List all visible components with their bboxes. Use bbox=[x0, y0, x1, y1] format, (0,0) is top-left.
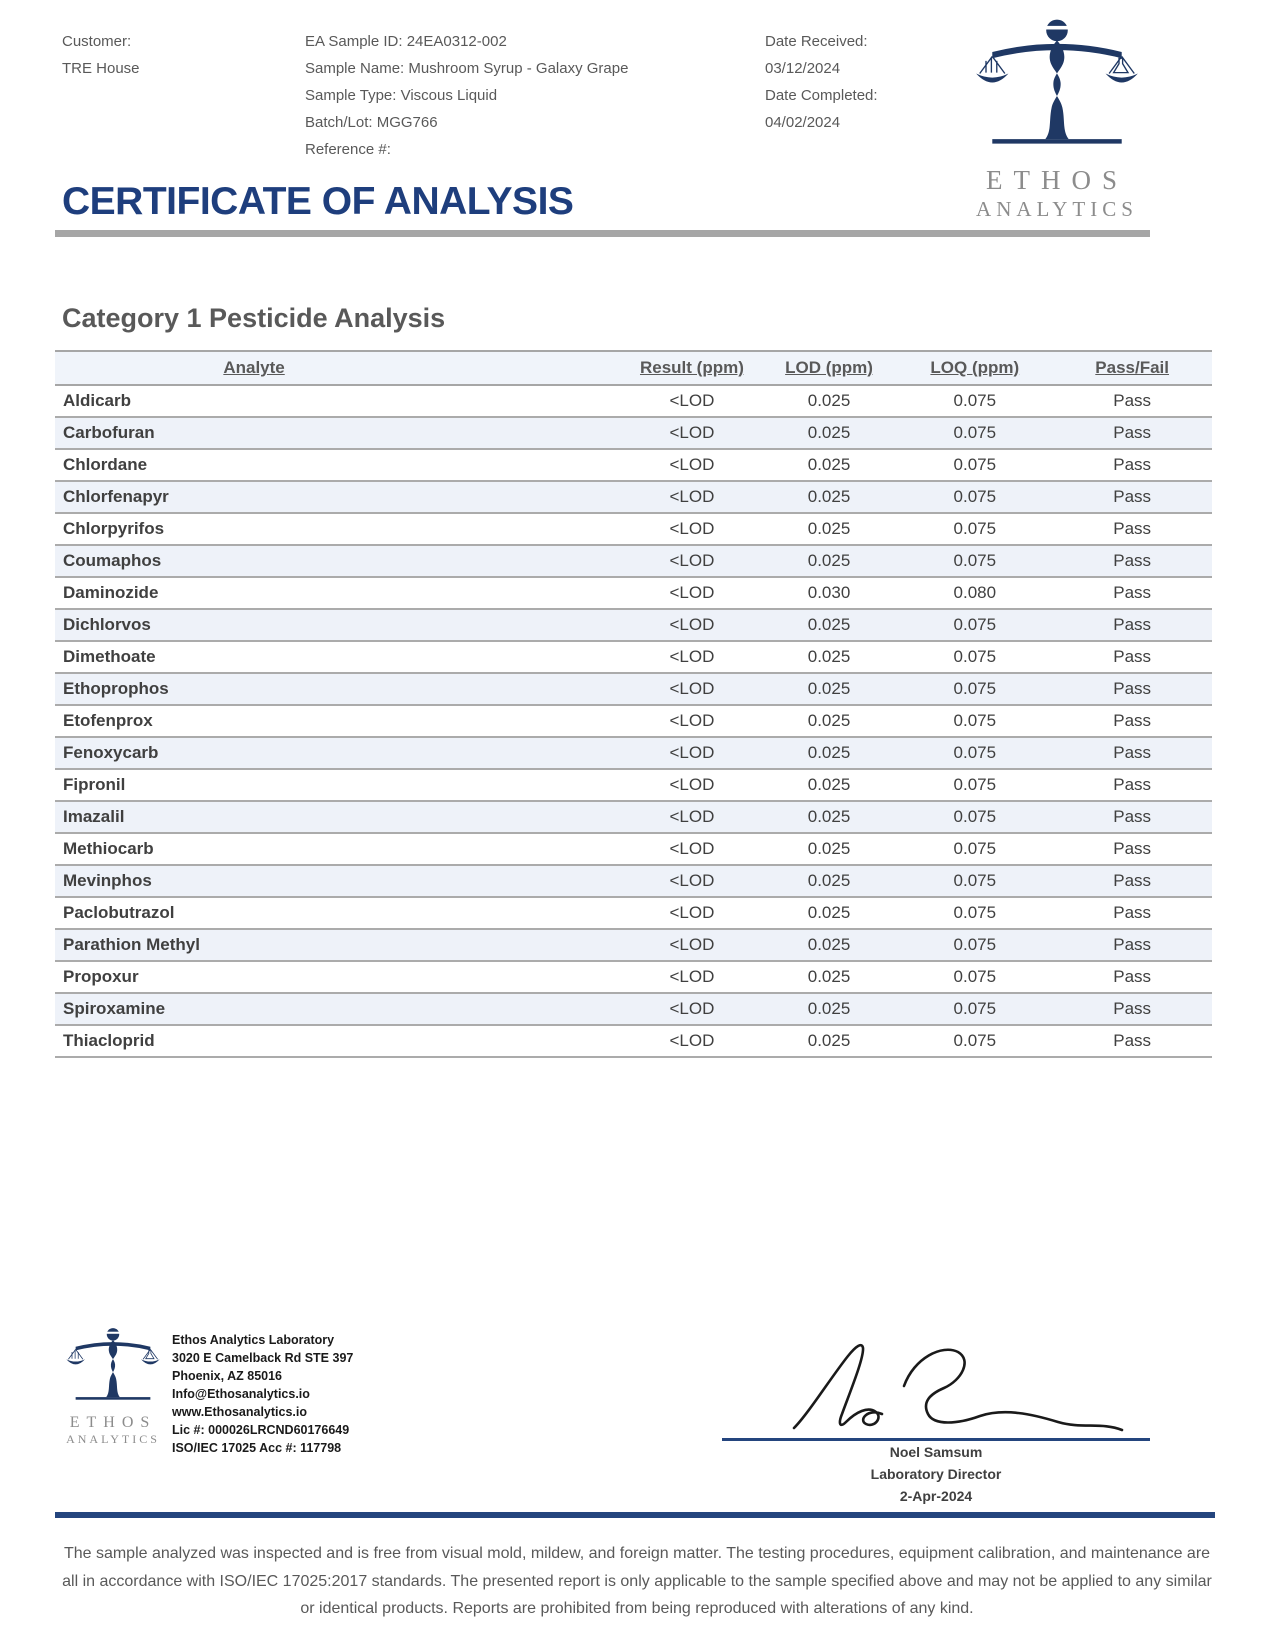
cell-loq: 0.075 bbox=[897, 993, 1052, 1025]
cell-result: <LOD bbox=[623, 1025, 761, 1057]
cell-result: <LOD bbox=[623, 577, 761, 609]
lab-name: Ethos Analytics Laboratory bbox=[172, 1333, 335, 1347]
cell-passfail: Pass bbox=[1052, 417, 1212, 449]
cell-result: <LOD bbox=[623, 449, 761, 481]
cell-lod: 0.030 bbox=[761, 577, 898, 609]
cell-loq: 0.075 bbox=[897, 481, 1052, 513]
lab-email: Info@Ethosanalytics.io bbox=[172, 1387, 310, 1401]
table-row bbox=[55, 1025, 1212, 1057]
pesticide-table-body bbox=[55, 385, 1212, 1057]
table-row bbox=[55, 417, 1212, 449]
table-row bbox=[55, 865, 1212, 897]
logo-text-analytics: ANALYTICS bbox=[976, 197, 1138, 221]
cell-lod: 0.025 bbox=[761, 385, 898, 417]
cell-result: <LOD bbox=[623, 961, 761, 993]
cell-lod: 0.025 bbox=[761, 801, 898, 833]
title-underline-rule bbox=[55, 230, 1150, 237]
cell-lod: 0.025 bbox=[761, 833, 898, 865]
cell-lod: 0.025 bbox=[761, 417, 898, 449]
cell-analyte: Thiacloprid bbox=[55, 1025, 623, 1057]
lab-city: Phoenix, AZ 85016 bbox=[172, 1369, 282, 1383]
column-header-lod: LOD (ppm) bbox=[761, 351, 898, 385]
lady-justice-scales-icon bbox=[967, 16, 1147, 158]
table-row bbox=[55, 737, 1212, 769]
cell-passfail: Pass bbox=[1052, 609, 1212, 641]
cell-loq: 0.075 bbox=[897, 449, 1052, 481]
cell-lod: 0.025 bbox=[761, 1025, 898, 1057]
lady-justice-scales-icon bbox=[61, 1326, 165, 1408]
cell-result: <LOD bbox=[623, 801, 761, 833]
signer-title: Laboratory Director bbox=[870, 1466, 1002, 1482]
lab-license: Lic #: 000026LRCND60176649 bbox=[172, 1423, 350, 1437]
column-header-passfail: Pass/Fail bbox=[1052, 351, 1212, 385]
cell-result: <LOD bbox=[623, 897, 761, 929]
cell-passfail: Pass bbox=[1052, 865, 1212, 897]
cell-passfail: Pass bbox=[1052, 385, 1212, 417]
cell-loq: 0.075 bbox=[897, 545, 1052, 577]
ethos-analytics-logo bbox=[952, 16, 1162, 222]
table-row bbox=[55, 385, 1212, 417]
cell-passfail: Pass bbox=[1052, 513, 1212, 545]
cell-result: <LOD bbox=[623, 865, 761, 897]
table-row bbox=[55, 897, 1212, 929]
cell-analyte: Parathion Methyl bbox=[55, 929, 623, 961]
date-completed-value: 04/02/2024 bbox=[765, 114, 841, 131]
cell-passfail: Pass bbox=[1052, 993, 1212, 1025]
cell-lod: 0.025 bbox=[761, 513, 898, 545]
cell-result: <LOD bbox=[623, 737, 761, 769]
dates-block bbox=[765, 28, 878, 136]
cell-result: <LOD bbox=[623, 513, 761, 545]
page-title: CERTIFICATE OF ANALYSIS bbox=[62, 180, 574, 223]
logo-text-analytics: ANALYTICS bbox=[66, 1432, 160, 1446]
cell-passfail: Pass bbox=[1052, 897, 1212, 929]
reference-line: Reference #: bbox=[305, 141, 391, 158]
cell-loq: 0.075 bbox=[897, 705, 1052, 737]
cell-analyte: Dichlorvos bbox=[55, 609, 623, 641]
cell-loq: 0.075 bbox=[897, 1025, 1052, 1057]
cell-loq: 0.075 bbox=[897, 737, 1052, 769]
column-header-analyte: Analyte bbox=[55, 351, 623, 385]
customer-block bbox=[62, 28, 140, 82]
cell-analyte: Fipronil bbox=[55, 769, 623, 801]
sample-type-line: Sample Type: Viscous Liquid bbox=[305, 87, 498, 104]
signature-block bbox=[722, 1322, 1150, 1507]
cell-passfail: Pass bbox=[1052, 769, 1212, 801]
cell-lod: 0.025 bbox=[761, 673, 898, 705]
cell-loq: 0.075 bbox=[897, 513, 1052, 545]
cell-loq: 0.075 bbox=[897, 833, 1052, 865]
cell-analyte: Fenoxycarb bbox=[55, 737, 623, 769]
cell-analyte: Dimethoate bbox=[55, 641, 623, 673]
cell-passfail: Pass bbox=[1052, 545, 1212, 577]
signer-date: 2-Apr-2024 bbox=[899, 1488, 973, 1504]
signature-handwriting bbox=[736, 1322, 1136, 1440]
cell-passfail: Pass bbox=[1052, 577, 1212, 609]
cell-analyte: Carbofuran bbox=[55, 417, 623, 449]
table-row bbox=[55, 641, 1212, 673]
cell-loq: 0.080 bbox=[897, 577, 1052, 609]
cell-passfail: Pass bbox=[1052, 673, 1212, 705]
cell-passfail: Pass bbox=[1052, 737, 1212, 769]
cell-loq: 0.075 bbox=[897, 385, 1052, 417]
cell-passfail: Pass bbox=[1052, 961, 1212, 993]
cell-loq: 0.075 bbox=[897, 961, 1052, 993]
cell-result: <LOD bbox=[623, 833, 761, 865]
table-row bbox=[55, 673, 1212, 705]
table-row bbox=[55, 609, 1212, 641]
cell-lod: 0.025 bbox=[761, 929, 898, 961]
signer-name: Noel Samsum bbox=[889, 1444, 983, 1460]
cell-passfail: Pass bbox=[1052, 801, 1212, 833]
bottom-divider-bar bbox=[55, 1512, 1215, 1518]
logo-text-ethos: ETHOS bbox=[69, 1414, 157, 1431]
cell-analyte: Chlorfenapyr bbox=[55, 481, 623, 513]
cell-result: <LOD bbox=[623, 385, 761, 417]
cell-loq: 0.075 bbox=[897, 865, 1052, 897]
cell-result: <LOD bbox=[623, 673, 761, 705]
cell-analyte: Aldicarb bbox=[55, 385, 623, 417]
sample-name-line: Sample Name: Mushroom Syrup - Galaxy Grape bbox=[305, 60, 629, 77]
section-title: Category 1 Pesticide Analysis bbox=[62, 303, 446, 333]
table-row bbox=[55, 481, 1212, 513]
cell-passfail: Pass bbox=[1052, 705, 1212, 737]
ethos-analytics-footer-logo bbox=[52, 1326, 174, 1447]
cell-analyte: Spiroxamine bbox=[55, 993, 623, 1025]
table-row bbox=[55, 801, 1212, 833]
table-row bbox=[55, 929, 1212, 961]
cell-analyte: Chlorpyrifos bbox=[55, 513, 623, 545]
cell-analyte: Etofenprox bbox=[55, 705, 623, 737]
cell-analyte: Coumaphos bbox=[55, 545, 623, 577]
cell-lod: 0.025 bbox=[761, 609, 898, 641]
cell-result: <LOD bbox=[623, 769, 761, 801]
cell-result: <LOD bbox=[623, 609, 761, 641]
date-completed-label: Date Completed: bbox=[765, 87, 878, 104]
cell-analyte: Paclobutrazol bbox=[55, 897, 623, 929]
cell-passfail: Pass bbox=[1052, 449, 1212, 481]
cell-analyte: Daminozide bbox=[55, 577, 623, 609]
cell-analyte: Ethoprophos bbox=[55, 673, 623, 705]
cell-lod: 0.025 bbox=[761, 545, 898, 577]
cell-result: <LOD bbox=[623, 545, 761, 577]
cell-passfail: Pass bbox=[1052, 833, 1212, 865]
cell-result: <LOD bbox=[623, 417, 761, 449]
cell-result: <LOD bbox=[623, 929, 761, 961]
lab-info-block bbox=[172, 1331, 353, 1457]
cell-lod: 0.025 bbox=[761, 481, 898, 513]
table-row bbox=[55, 993, 1212, 1025]
cell-loq: 0.075 bbox=[897, 641, 1052, 673]
cell-analyte: Propoxur bbox=[55, 961, 623, 993]
cell-passfail: Pass bbox=[1052, 929, 1212, 961]
table-row bbox=[55, 705, 1212, 737]
cell-result: <LOD bbox=[623, 641, 761, 673]
cell-analyte: Mevinphos bbox=[55, 865, 623, 897]
cell-loq: 0.075 bbox=[897, 769, 1052, 801]
cell-lod: 0.025 bbox=[761, 993, 898, 1025]
customer-label: Customer: bbox=[62, 33, 132, 50]
cell-lod: 0.025 bbox=[761, 449, 898, 481]
cell-loq: 0.075 bbox=[897, 609, 1052, 641]
sample-info-block bbox=[305, 28, 628, 163]
cell-lod: 0.025 bbox=[761, 865, 898, 897]
table-header-row bbox=[55, 351, 1212, 385]
table-row bbox=[55, 961, 1212, 993]
cell-lod: 0.025 bbox=[761, 897, 898, 929]
table-row bbox=[55, 449, 1212, 481]
cell-passfail: Pass bbox=[1052, 1025, 1212, 1057]
column-header-loq: LOQ (ppm) bbox=[897, 351, 1052, 385]
cell-lod: 0.025 bbox=[761, 705, 898, 737]
table-row bbox=[55, 577, 1212, 609]
cell-loq: 0.075 bbox=[897, 417, 1052, 449]
sample-id-line: EA Sample ID: 24EA0312-002 bbox=[305, 33, 507, 50]
cell-analyte: Imazalil bbox=[55, 801, 623, 833]
cell-lod: 0.025 bbox=[761, 641, 898, 673]
column-header-result: Result (ppm) bbox=[623, 351, 761, 385]
cell-result: <LOD bbox=[623, 705, 761, 737]
cell-loq: 0.075 bbox=[897, 897, 1052, 929]
date-received-value: 03/12/2024 bbox=[765, 60, 841, 77]
cell-loq: 0.075 bbox=[897, 673, 1052, 705]
date-received-label: Date Received: bbox=[765, 33, 868, 50]
disclaimer-text: The sample analyzed was inspected and is free from visual mold, mildew, and foreign matter. The testing procedures, equipment calibration, and maintenance are all in accordance with ISO/IEC 17025:2017 standards. The presented report is only applicable to the sample specified above and may not be applied to any similar or identical products. Reports are prohibited from being reproduced with alterations of any kind. bbox=[62, 1545, 1212, 1617]
table-row bbox=[55, 545, 1212, 577]
lab-address: 3020 E Camelback Rd STE 397 bbox=[172, 1351, 354, 1365]
table-row bbox=[55, 769, 1212, 801]
cell-lod: 0.025 bbox=[761, 737, 898, 769]
cell-loq: 0.075 bbox=[897, 801, 1052, 833]
cell-passfail: Pass bbox=[1052, 481, 1212, 513]
lab-website: www.Ethosanalytics.io bbox=[172, 1405, 307, 1419]
cell-result: <LOD bbox=[623, 993, 761, 1025]
cell-analyte: Chlordane bbox=[55, 449, 623, 481]
pesticide-analysis-table bbox=[55, 350, 1212, 1058]
table-row bbox=[55, 513, 1212, 545]
table-row bbox=[55, 833, 1212, 865]
cell-result: <LOD bbox=[623, 481, 761, 513]
lab-iso-accreditation: ISO/IEC 17025 Acc #: 117798 bbox=[172, 1441, 342, 1455]
cell-analyte: Methiocarb bbox=[55, 833, 623, 865]
batch-lot-line: Batch/Lot: MGG766 bbox=[305, 114, 438, 131]
cell-lod: 0.025 bbox=[761, 961, 898, 993]
cell-passfail: Pass bbox=[1052, 641, 1212, 673]
cell-loq: 0.075 bbox=[897, 929, 1052, 961]
customer-name: TRE House bbox=[62, 60, 140, 77]
logo-text-ethos: ETHOS bbox=[986, 165, 1128, 195]
cell-lod: 0.025 bbox=[761, 769, 898, 801]
